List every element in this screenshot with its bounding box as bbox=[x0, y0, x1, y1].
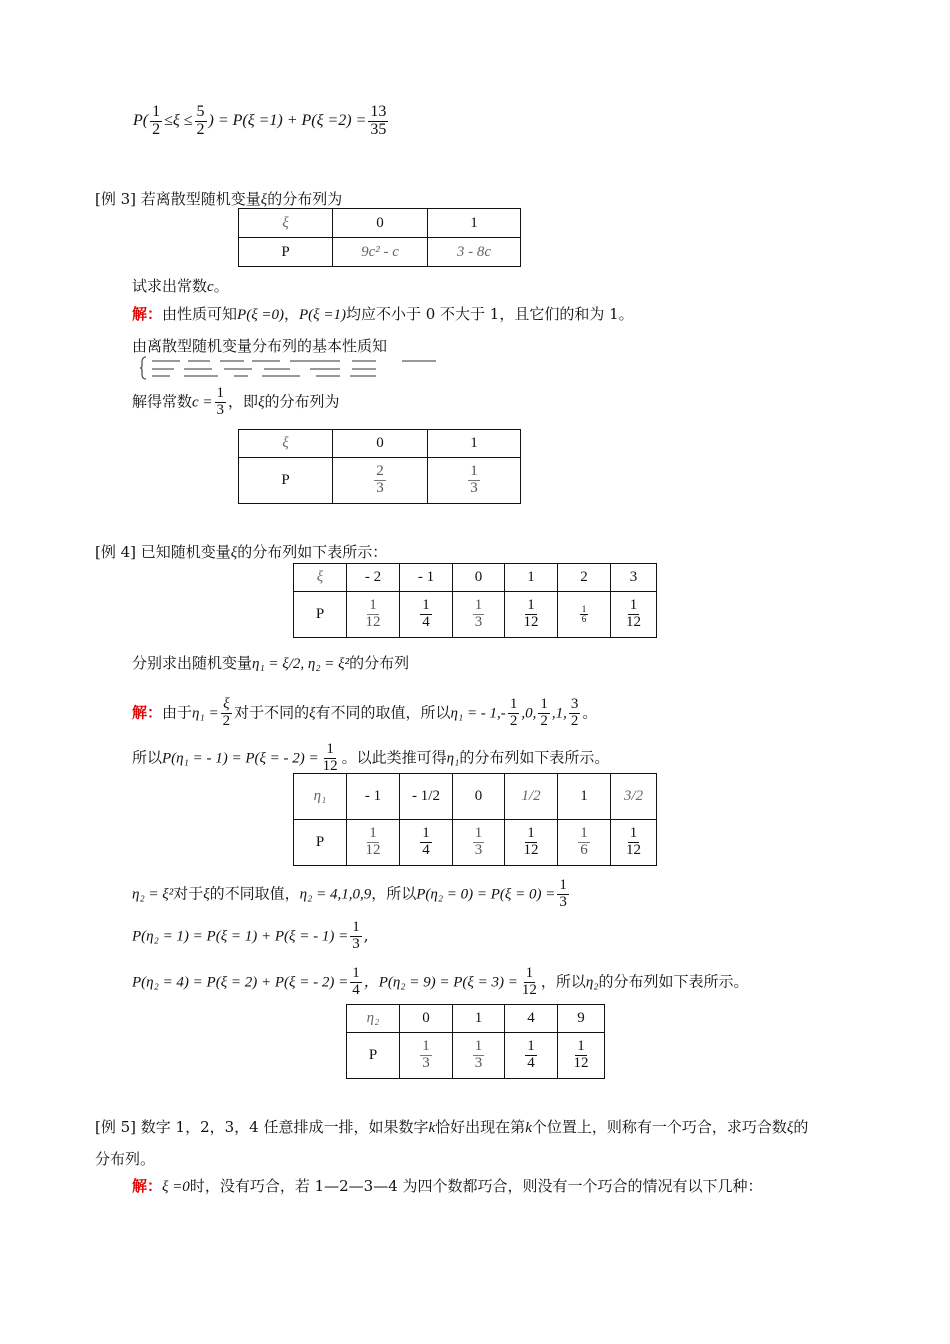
ex3-solved-line: 解得常数c = $\frac{1}{3}$ ，即ξ的分布列为 bbox=[132, 385, 340, 418]
ex4-p1-line: P(η₂ = 1) = P(ξ = 1) + P(ξ = - 1) = $\frac{1}{3}$ , bbox=[132, 919, 369, 952]
ex4-solution: 解：由于η₁ = $\frac{\xi}{2}$ 对于不同的ξ有不同的取值，所以η₁ = - 1,- $\frac{1}{2}$ ,0, $\frac{1}{2}$ ,1, $\frac{3}{2}$ 。 bbox=[132, 696, 598, 729]
ex4-p4-line: P(η₂ = 4) = P(ξ = 2) + P(ξ = - 2) = $\frac{1}{4}$ ，P(η₂ = 9) = P(ξ = 3) = $\frac{1}{12}$ ，所以η₂的分布列如下表所示。 bbox=[132, 965, 749, 998]
ex3-heading: [例 3] 若离散型随机变量ξ的分布列为 bbox=[95, 190, 343, 208]
ex4-eta2-line: η₂ = ξ²对于ξ的不同取值，η₂ = 4,1,0,9，所以P(η₂ = 0) = P(ξ = 0) = $\frac{1}{3}$ bbox=[132, 877, 567, 910]
ex3-equation-system bbox=[140, 355, 440, 381]
ex3-ask: 试求出常数c。 bbox=[132, 277, 229, 295]
ex3-table2: ξ 0 1 P $\frac{2}{3}$ $\frac{1}{3}$ bbox=[238, 429, 521, 504]
ex4-ask: 分别求出随机变量η₁ = ξ/2, η₂ = ξ²的分布列 bbox=[132, 654, 410, 672]
top-formula: P( $\frac{1}{2}$ ≤ξ ≤ $\frac{5}{2}$ ) = P(ξ =1) + P(ξ =2) = $\frac{13}{35}$ bbox=[133, 103, 387, 138]
ex3-property-line: 由离散型随机变量分布列的基本性质知 bbox=[132, 337, 388, 355]
ex4-eta1-table: η₁ - 1 - 1/2 0 1/2 1 3/2 P $\frac{1}{12}$ $\frac{1}{4}$ $\frac{1}{3}$ $\frac{1}{12}$ $\frac{1}{6}$ $\frac{1}{12}$ bbox=[293, 773, 657, 866]
ex4-eta2-table: η₂ 0 1 4 9 P $\frac{1}{3}$ $\frac{1}{3}$ $\frac{1}{4}$ $\frac{1}{12}$ bbox=[346, 1004, 605, 1079]
ex5-line2: 分布列。 bbox=[95, 1150, 156, 1168]
ex5-solution: 解：ξ =0时，没有巧合，若 1—2—3—4 为四个数都巧合，则没有一个巧合的情况有以下几种： bbox=[132, 1177, 763, 1195]
ex4-so-line: 所以P(η₁ = - 1) = P(ξ = - 2) = $\frac{1}{12}$ 。以此类推可得η₁的分布列如下表所示。 bbox=[132, 741, 610, 774]
ex3-solution: 解：由性质可知P(ξ =0)，P(ξ =1)均应不小于 0 不大于 1，且它们的和为 1。 bbox=[132, 305, 634, 323]
ex3-table1: ξ 0 1 P 9c² - c 3 - 8c bbox=[238, 208, 521, 267]
brace-system-icon bbox=[140, 355, 440, 381]
ex5-line1: [例 5] 数字 1，2，3，4 任意排成一排，如果数字k恰好出现在第k个位置上，则称有一个巧合，求巧合数ξ的 bbox=[95, 1118, 809, 1136]
ex4-heading: [例 4] 已知随机变量ξ的分布列如下表所示： bbox=[95, 543, 388, 561]
ex4-table: ξ - 2 - 1 0 1 2 3 P $\frac{1}{12}$ $\frac{1}{4}$ $\frac{1}{3}$ $\frac{1}{12}$ $\frac{1}{6}$ $\frac{1}{12}$ bbox=[293, 563, 657, 638]
